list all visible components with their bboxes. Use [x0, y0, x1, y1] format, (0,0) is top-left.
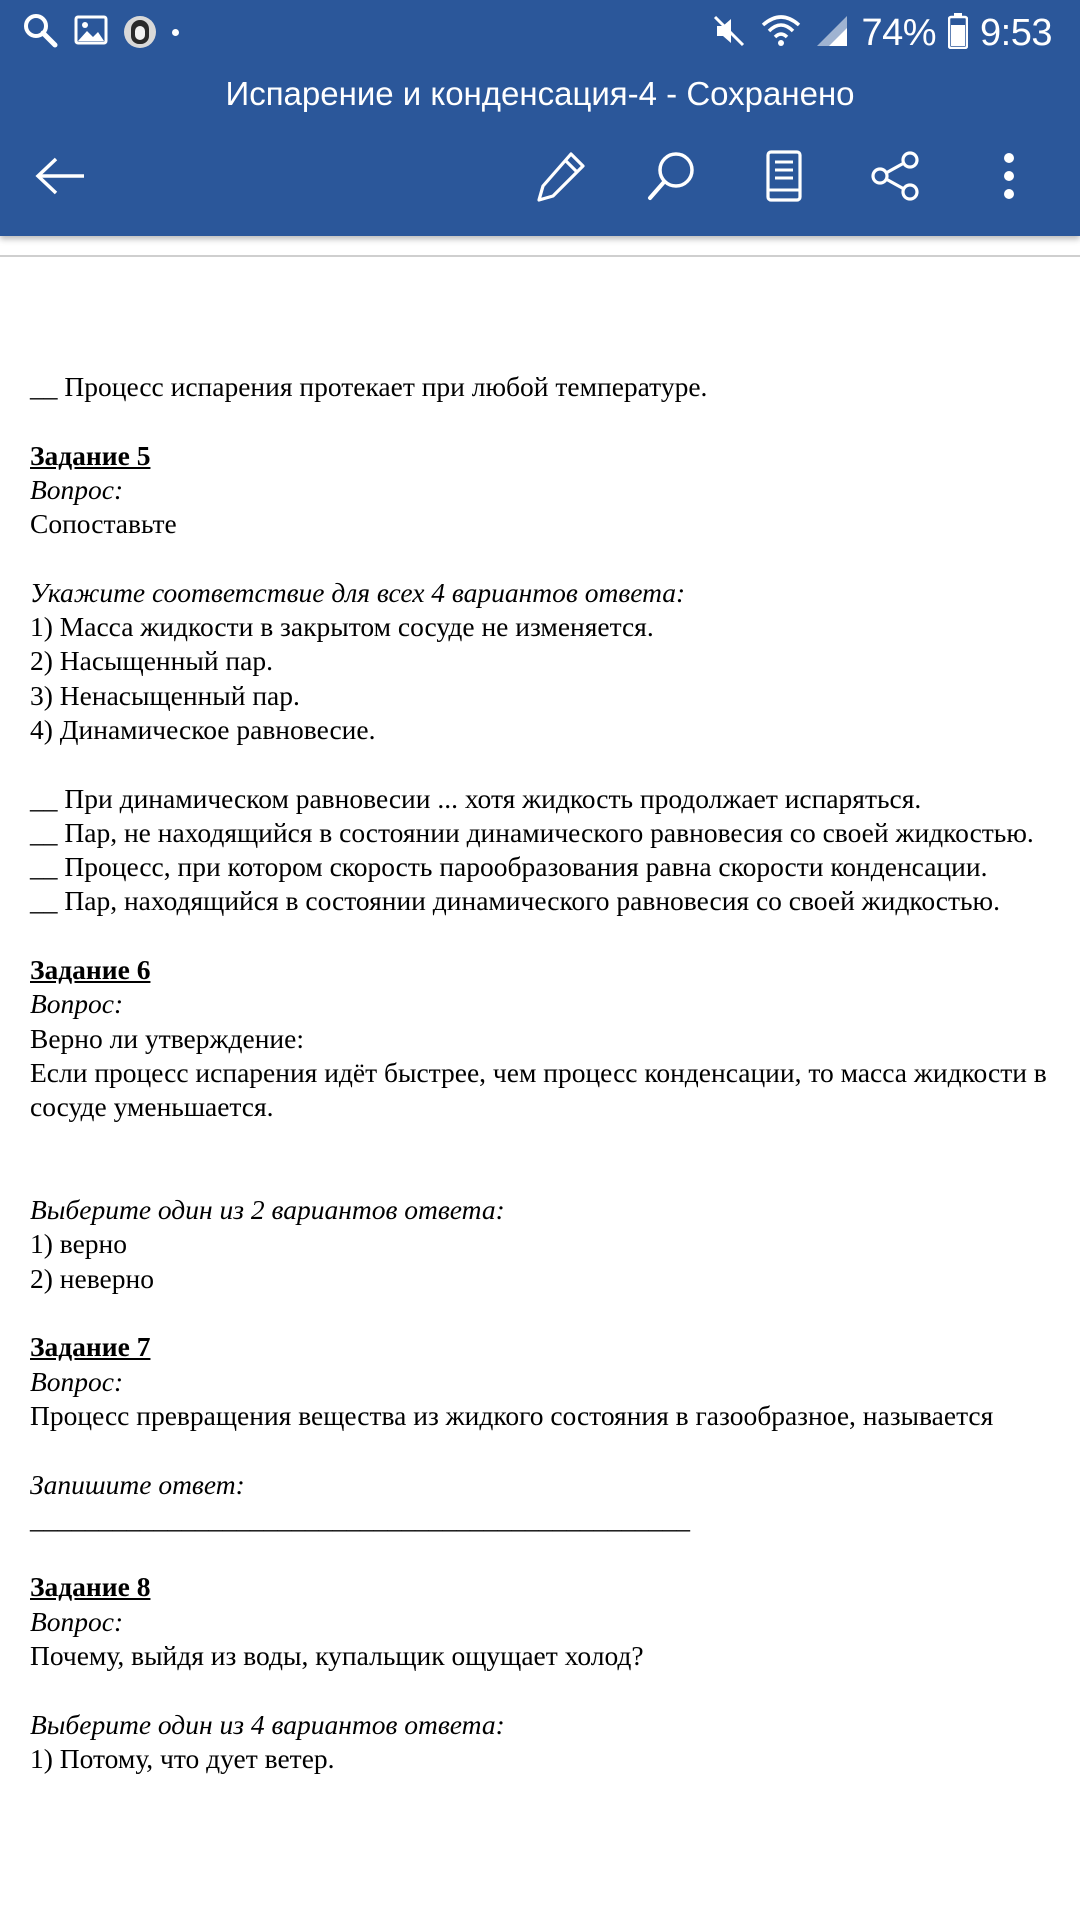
find-button[interactable] — [640, 146, 704, 210]
task5-question: Сопоставьте — [30, 508, 177, 540]
task6-question-label: Вопрос: — [30, 988, 124, 1020]
back-button[interactable] — [28, 146, 92, 210]
toolbar — [0, 126, 1080, 226]
task5-option: 3) Ненасыщенный пар. — [30, 679, 300, 711]
more-options-button[interactable] — [977, 146, 1041, 210]
reading-view-icon — [764, 150, 804, 207]
clock: 9:53 — [980, 11, 1052, 54]
share-icon — [870, 150, 922, 207]
task5-match: __ Процесс, при котором скорость парообразования равна скорости конденсации. — [30, 851, 988, 883]
task5-match: __ Пар, находящийся в состоянии динамического равновесия со своей жидкостью. — [30, 885, 1000, 917]
task7-answer-blank: ________________________________________________ — [30, 1502, 690, 1534]
statement-line: __ Процесс испарения протекает при любой температуре. — [30, 371, 708, 402]
task5-heading: Задание 5 — [30, 439, 151, 471]
image-icon — [74, 15, 108, 50]
task8-option: 1) Потому, что дует ветер. — [30, 1742, 335, 1774]
task8-instruction: Выберите один из 4 вариантов ответа: — [30, 1708, 505, 1740]
task6-question-intro: Верно ли утверждение: — [30, 1022, 304, 1054]
task8-question-label: Вопрос: — [30, 1605, 124, 1637]
more-vert-icon — [999, 150, 1019, 207]
avatar — [124, 16, 156, 48]
app-bar — [0, 0, 1080, 236]
notification-dot — [172, 29, 179, 36]
mute-icon — [711, 13, 747, 54]
signal-icon — [815, 14, 849, 53]
task5-match: __ Пар, не находящийся в состоянии динамического равновесия со своей жидкостью. — [30, 816, 1034, 848]
document-body[interactable] — [30, 370, 1060, 1776]
task6-instruction: Выберите один из 2 вариантов ответа: — [30, 1194, 505, 1226]
status-bar — [0, 0, 1080, 66]
task6-heading: Задание 6 — [30, 954, 151, 986]
back-arrow-icon — [34, 156, 86, 201]
task7-instruction: Запишите ответ: — [30, 1468, 245, 1500]
task5-option: 1) Масса жидкости в закрытом сосуде не изменяется. — [30, 611, 654, 643]
task8-question: Почему, выйдя из воды, купальщик ощущает холод? — [30, 1639, 644, 1671]
edit-button[interactable] — [529, 146, 593, 210]
task6-statement: Если процесс испарения идёт быстрее, чем процесс конденсации, то масса жидкости в сосуде уменьшается. — [30, 1056, 1047, 1123]
task5-option: 2) Насыщенный пар. — [30, 645, 273, 677]
battery-percent: 74% — [861, 11, 937, 54]
task5-instruction: Укажите соответствие для всех 4 вариантов ответа: — [30, 576, 686, 608]
task5-option: 4) Динамическое равновесие. — [30, 713, 376, 745]
search-icon — [646, 150, 698, 207]
task8-heading: Задание 8 — [30, 1571, 151, 1603]
task7-heading: Задание 7 — [30, 1331, 151, 1363]
share-button[interactable] — [864, 146, 928, 210]
task6-option: 1) верно — [30, 1228, 128, 1260]
reading-view-button[interactable] — [752, 146, 816, 210]
task6-option: 2) неверно — [30, 1262, 154, 1294]
battery-icon — [948, 13, 968, 54]
search-icon — [22, 12, 58, 53]
task7-question: Процесс превращения вещества из жидкого состояния в газообразное, называется — [30, 1399, 994, 1431]
wifi-icon — [759, 13, 803, 54]
edit-pencil-icon — [535, 150, 587, 207]
task7-question-label: Вопрос: — [30, 1365, 124, 1397]
document-title: Испарение и конденсация-4 - Сохранено — [225, 75, 855, 112]
task5-question-label: Вопрос: — [30, 473, 124, 505]
page-top-edge — [0, 255, 1080, 257]
task5-match: __ При динамическом равновесии ... хотя жидкость продолжает испаряться. — [30, 782, 922, 814]
